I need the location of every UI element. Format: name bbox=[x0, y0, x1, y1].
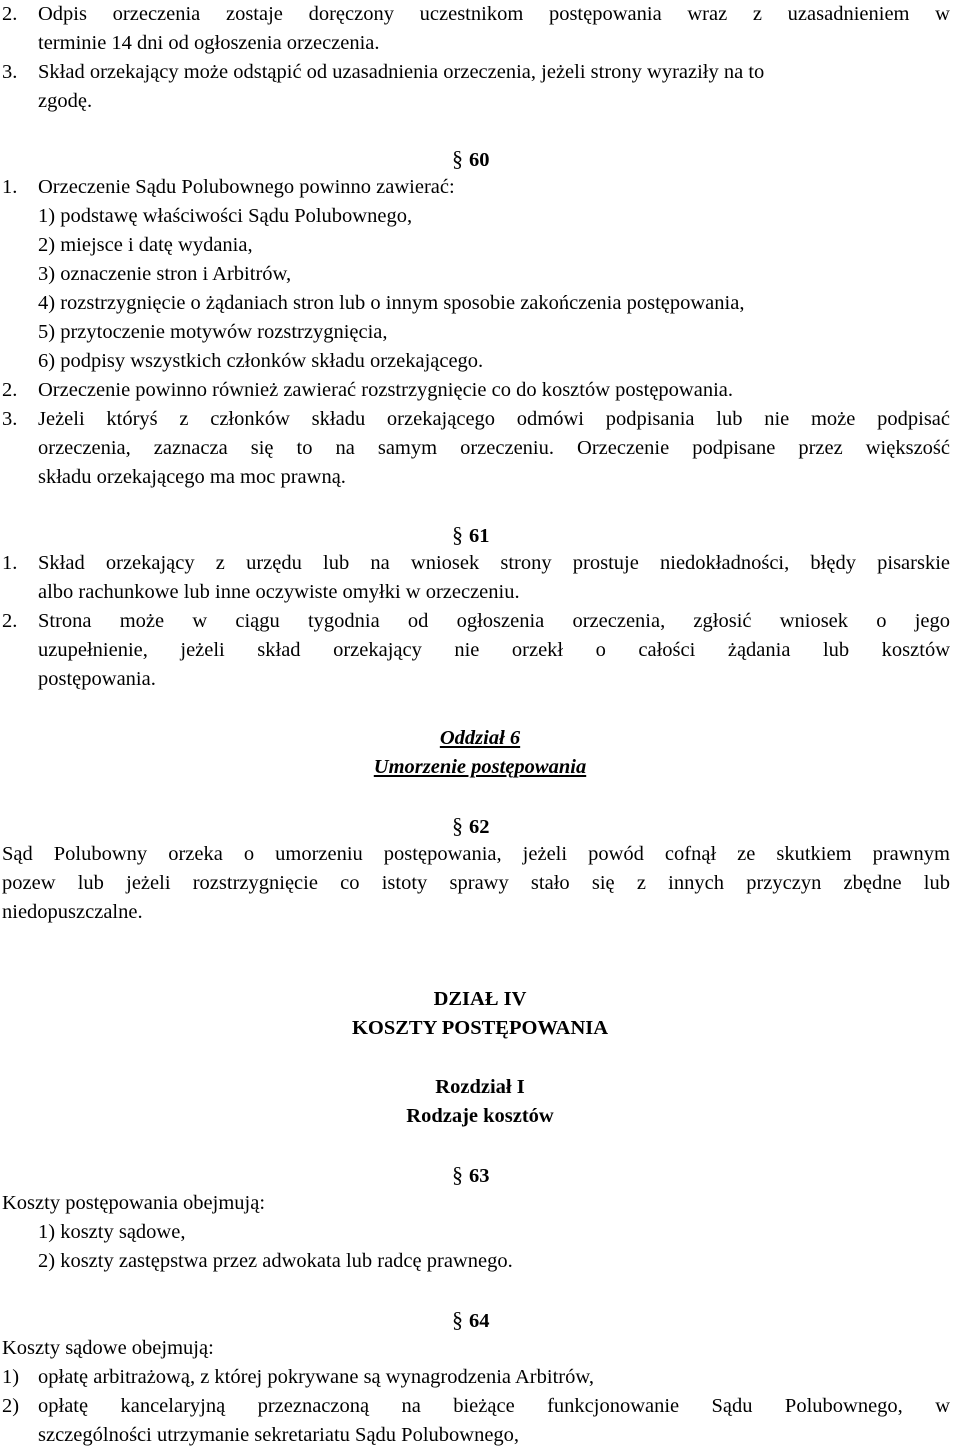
list-item: 3) oznaczenie stron i Arbitrów, bbox=[38, 263, 292, 285]
list-item: 5) przytoczenie motywów rozstrzygnięcia, bbox=[38, 321, 388, 343]
section-sign: § bbox=[452, 1162, 463, 1187]
section-number: 61 bbox=[469, 525, 490, 547]
list-item: opłatę arbitrażową, z której pokrywane są wynagrodzenia Arbitrów, bbox=[38, 1366, 594, 1388]
list-item: szczególności utrzymanie sekretariatu Sądu Polubownego, bbox=[38, 1424, 520, 1446]
paragraph-line: Strona może w ciągu tygodnia od ogłoszenia orzeczenia, zgłosić wniosek o jego bbox=[38, 610, 950, 632]
section-number: 60 bbox=[469, 149, 490, 171]
list-item: opłatę kancelaryjną przeznaczoną na bieżące funkcjonowanie Sądu Polubownego, w bbox=[38, 1395, 950, 1417]
paragraph-line: Koszty sądowe obejmują: bbox=[2, 1337, 214, 1359]
section-group-subtitle: Rodzaje kosztów bbox=[406, 1105, 554, 1127]
list-item-number: 2) bbox=[2, 1395, 20, 1417]
list-item: 1) koszty sądowe, bbox=[38, 1221, 186, 1243]
list-item: 2) miejsce i datę wydania, bbox=[38, 234, 253, 256]
section-heading-63 bbox=[452, 1160, 490, 1191]
paragraph-line: składu orzekającego ma moc prawną. bbox=[38, 466, 346, 488]
list-item: 1) podstawę właściwości Sądu Polubownego, bbox=[38, 205, 413, 227]
paragraph-line: terminie 14 dni od ogłoszenia orzeczenia. bbox=[38, 32, 380, 54]
section-heading-62 bbox=[452, 811, 490, 842]
paragraph-line: albo rachunkowe lub inne oczywiste omyłki w orzeczeniu. bbox=[38, 581, 520, 603]
section-heading-60 bbox=[452, 144, 490, 175]
list-item: 6) podpisy wszystkich członków składu orzekającego. bbox=[38, 350, 484, 372]
paragraph-line: postępowania. bbox=[38, 668, 156, 690]
paragraph-line: uzupełnienie, jeżeli skład orzekający nie orzekł o całości żądania lub kosztów bbox=[38, 639, 950, 661]
paragraph-line: zgodę. bbox=[38, 90, 93, 112]
section-number: 62 bbox=[469, 816, 490, 838]
section-group-title: Rozdział I bbox=[435, 1076, 525, 1098]
section-sign: § bbox=[452, 146, 463, 171]
paragraph-line: Skład orzekający z urzędu lub na wniosek strony prostuje niedokładności, błędy pisarskie bbox=[38, 552, 950, 574]
paragraph-line: Jeżeli któryś z członków składu orzekającego odmówi podpisania lub nie może podpisać bbox=[38, 408, 950, 430]
paragraph-line: Koszty postępowania obejmują: bbox=[2, 1192, 266, 1214]
paragraph-line: orzeczenia, zaznacza się to na samym orzeczeniu. Orzeczenie podpisane przez większość bbox=[38, 437, 950, 459]
section-heading-64 bbox=[452, 1305, 490, 1336]
paragraph-line: Skład orzekający może odstąpić od uzasadnienia orzeczenia, jeżeli strony wyraziły na to bbox=[38, 61, 765, 83]
chapter-subtitle: KOSZTY POSTĘPOWANIA bbox=[351, 1017, 609, 1039]
section-number: 63 bbox=[469, 1165, 490, 1187]
paragraph-number: 2. bbox=[2, 3, 18, 25]
paragraph-number: 2. bbox=[2, 379, 18, 401]
paragraph-number: 1. bbox=[2, 552, 18, 574]
paragraph-line: pozew lub jeżeli rozstrzygnięcie co istoty sprawy stało się z innych przyczyn zbędne lub bbox=[2, 872, 950, 894]
list-item: 4) rozstrzygnięcie o żądaniach stron lub o innym sposobie zakończenia postępowania, bbox=[38, 292, 745, 314]
paragraph-number: 3. bbox=[2, 61, 18, 83]
paragraph-line: Sąd Polubowny orzeka o umorzeniu postępowania, jeżeli powód cofnął ze skutkiem prawnym bbox=[2, 843, 950, 865]
paragraph-number: 3. bbox=[2, 408, 18, 430]
list-item-number: 1) bbox=[2, 1366, 20, 1388]
list-item: 2) koszty zastępstwa przez adwokata lub radcę prawnego. bbox=[38, 1250, 513, 1272]
chapter-title: DZIAŁ IV bbox=[433, 988, 527, 1010]
section-heading-61 bbox=[452, 520, 490, 551]
paragraph-line: Orzeczenie Sądu Polubownego powinno zawierać: bbox=[38, 176, 455, 198]
paragraph-line: Orzeczenie powinno również zawierać rozstrzygnięcie co do kosztów postępowania. bbox=[38, 379, 733, 401]
section-sign: § bbox=[452, 1307, 463, 1332]
paragraph-line: Odpis orzeczenia zostaje doręczony uczestnikom postępowania wraz z uzasadnieniem w bbox=[38, 3, 950, 25]
section-sign: § bbox=[452, 522, 463, 547]
subsection-title: Oddział 6 bbox=[439, 727, 521, 749]
paragraph-number: 1. bbox=[2, 176, 18, 198]
section-sign: § bbox=[452, 813, 463, 838]
subsection-subtitle: Umorzenie postępowania bbox=[373, 756, 587, 778]
section-number: 64 bbox=[469, 1310, 490, 1332]
paragraph-line: niedopuszczalne. bbox=[2, 901, 143, 923]
paragraph-number: 2. bbox=[2, 610, 18, 632]
